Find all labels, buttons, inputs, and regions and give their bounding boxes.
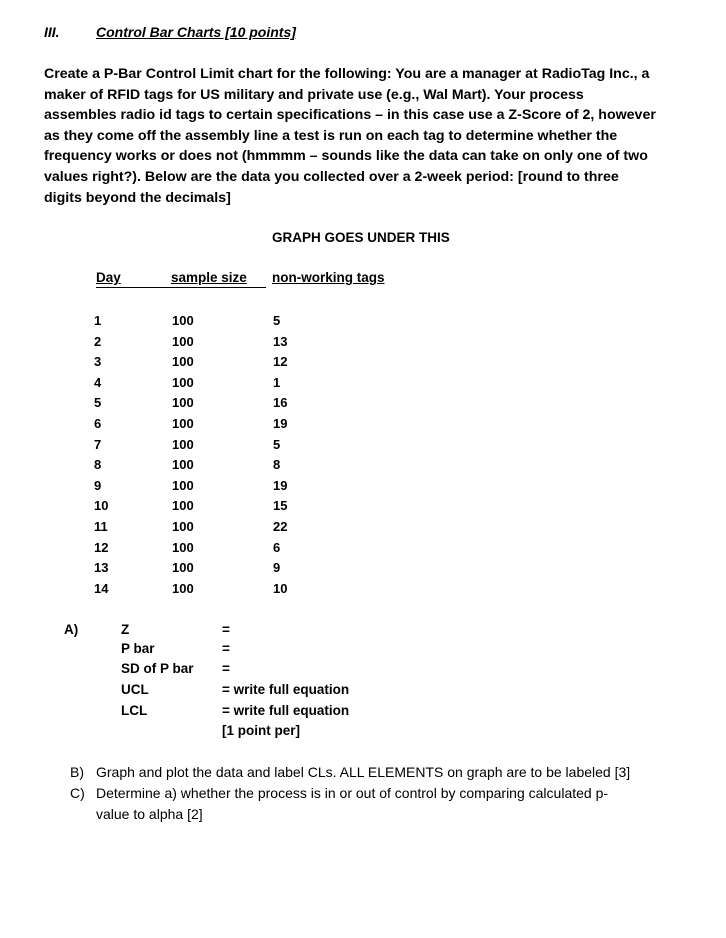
intro-line: maker of RFID tags for US military and private use (e.g., Wal Mart). Your process	[44, 86, 584, 103]
table-cell-day: 2	[94, 333, 102, 349]
header-underline	[96, 287, 266, 288]
table-cell-sample: 100	[172, 560, 194, 576]
table-cell-sample: 100	[172, 313, 194, 328]
table-cell-sample: 100	[172, 374, 194, 390]
sample-size-column	[172, 311, 194, 599]
part-a-item-name: P bar	[121, 641, 155, 656]
intro-paragraph	[44, 64, 694, 208]
table-cell-day: 1	[94, 313, 102, 328]
table-cell-non-working: 6	[273, 539, 281, 555]
table-cell-non-working: 15	[273, 498, 288, 514]
table-cell-day: 3	[94, 354, 102, 370]
header-day: Day	[96, 270, 121, 285]
table-cell-non-working: 12	[273, 354, 288, 370]
intro-line: Create a P-Bar Control Limit chart for the following: You are a manager at RadioTag Inc., a	[44, 66, 650, 82]
section-title: Control Bar Charts [10 points]	[96, 24, 296, 40]
table-cell-day: 5	[94, 395, 102, 411]
table-cell-sample: 100	[172, 580, 194, 596]
table-cell-sample: 100	[172, 395, 194, 411]
table-cell-day: 4	[94, 374, 102, 390]
section-number: III.	[44, 24, 60, 40]
table-cell-sample: 100	[172, 477, 194, 493]
part-b-label: B)	[70, 764, 84, 780]
part-a-label: A)	[64, 622, 79, 637]
table-cell-sample: 100	[172, 539, 194, 555]
intro-line: digits beyond the decimals]	[44, 189, 231, 206]
table-cell-non-working: 5	[273, 436, 281, 452]
part-a-points-note: [1 point per]	[222, 723, 300, 738]
table-cell-sample: 100	[172, 498, 194, 514]
table-cell-non-working: 16	[273, 395, 288, 411]
table-cell-non-working: 19	[273, 415, 288, 431]
table-cell-non-working: 8	[273, 457, 281, 473]
part-a-item-value: =	[222, 661, 230, 676]
table-cell-day: 8	[94, 457, 102, 473]
part-a-item-name: UCL	[121, 682, 149, 697]
part-a-item-value: =	[222, 641, 230, 656]
intro-line: frequency works or does not (hmmmm – sounds like the data can take on only one of two	[44, 148, 648, 165]
part-a-item-name: LCL	[121, 703, 148, 718]
intro-line: assembles radio id tags to certain specifications – in this case use a Z-Score of 2, however	[44, 107, 656, 124]
part-a-item-value: =	[222, 622, 230, 637]
part-b-text: Graph and plot the data and label CLs. ALL ELEMENTS on graph are to be labeled [3]	[96, 764, 631, 780]
table-cell-non-working: 22	[273, 518, 288, 534]
table-cell-sample: 100	[172, 333, 194, 349]
intro-line: values right?). Below are the data you collected over a 2-week period: [round to three	[44, 168, 619, 185]
table-cell-day: 13	[94, 560, 109, 576]
table-cell-sample: 100	[172, 457, 194, 473]
table-cell-non-working: 10	[273, 580, 288, 596]
part-c-label: C)	[70, 785, 85, 801]
table-cell-sample: 100	[172, 415, 194, 431]
day-column	[94, 311, 108, 599]
graph-note: GRAPH GOES UNDER THIS	[272, 230, 450, 245]
table-cell-sample: 100	[172, 436, 194, 452]
table-cell-day: 9	[94, 477, 102, 493]
table-cell-sample: 100	[172, 518, 194, 534]
part-a-item-value: = write full equation	[222, 703, 350, 718]
table-cell-day: 12	[94, 539, 109, 555]
table-cell-day: 7	[94, 436, 102, 452]
table-cell-day: 14	[94, 580, 109, 596]
part-a-item-value: = write full equation	[222, 682, 350, 697]
table-cell-day: 11	[94, 518, 108, 534]
part-c-text-line1: Determine a) whether the process is in or out of control by comparing calculated p-	[96, 785, 609, 801]
part-a-item-name: SD of P bar	[121, 661, 194, 676]
table-cell-sample: 100	[172, 354, 194, 370]
table-cell-non-working: 13	[273, 333, 288, 349]
part-c-text-line2: value to alpha [2]	[96, 806, 203, 822]
table-cell-non-working: 19	[273, 477, 288, 493]
intro-line: as they come off the assembly line a test is run on each tag to determine whether the	[44, 127, 618, 144]
header-sample-size: sample size	[171, 270, 247, 285]
header-non-working: non-working tags	[272, 270, 385, 285]
table-cell-non-working: 1	[273, 374, 281, 390]
table-cell-non-working: 5	[273, 313, 281, 328]
table-cell-day: 10	[94, 498, 109, 514]
part-a-item-name: Z	[121, 622, 130, 637]
non-working-column	[273, 311, 287, 599]
table-cell-non-working: 9	[273, 560, 281, 576]
table-cell-day: 6	[94, 415, 102, 431]
